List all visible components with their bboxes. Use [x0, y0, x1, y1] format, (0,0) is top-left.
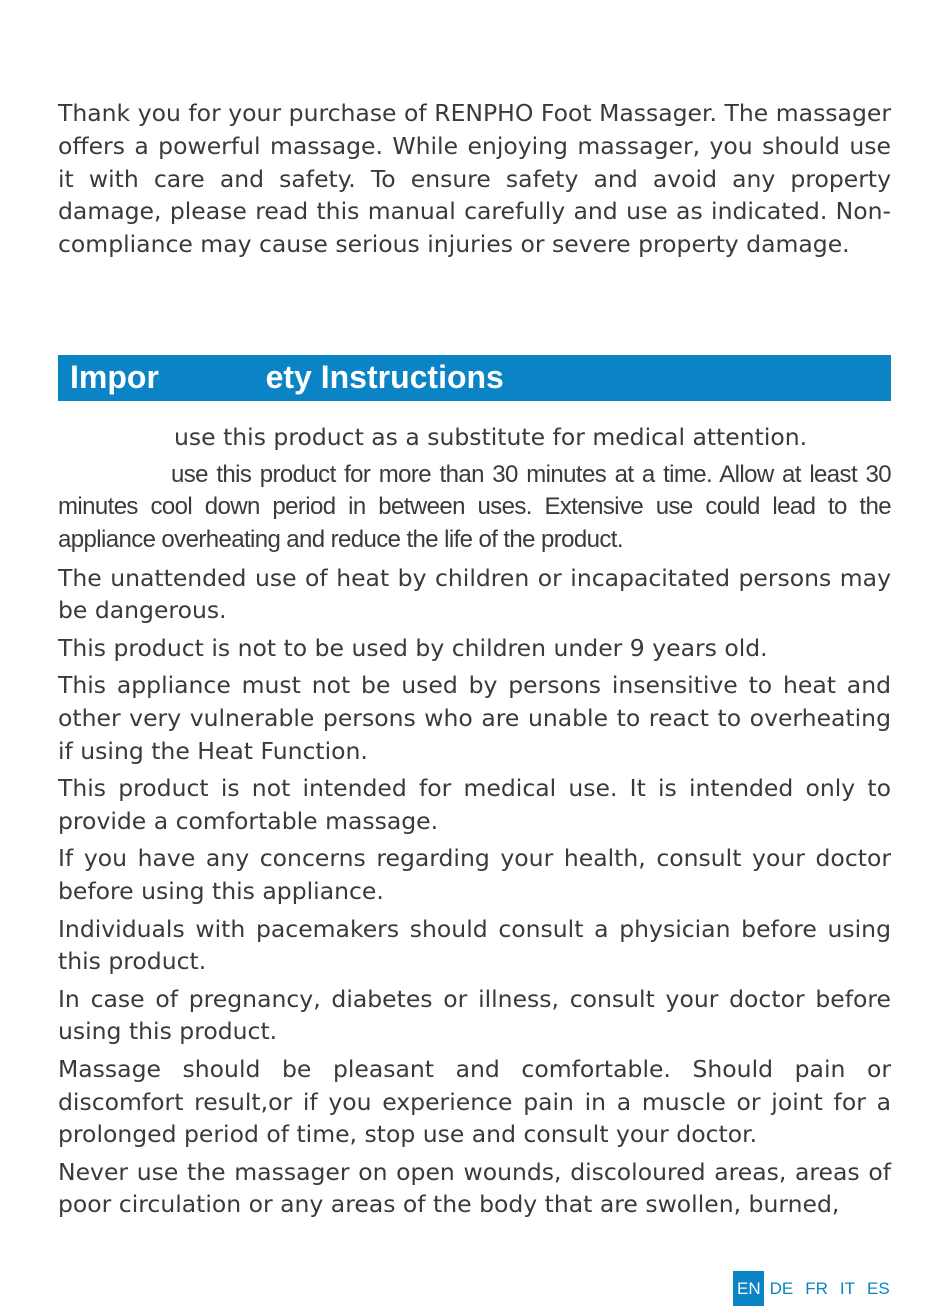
instruction-list	[58, 421, 891, 1226]
language-tab-en[interactable]: EN	[733, 1271, 764, 1306]
instruction-item: In case of pregnancy, diabetes or illness, consult your doctor before using this product.	[58, 984, 891, 1046]
section-banner	[58, 355, 891, 401]
instruction-item: If you have any concerns regarding your health, consult your doctor before using this appliance.	[58, 844, 891, 906]
instruction-item: use this product for more than 30 minutes at a time. Allow at least 30 minutes cool down period in between uses. Extensive use could lead to the appliance overheating and reduce the life of the product.	[58, 460, 891, 553]
instruction-item: use this product as a substitute for medical attention.	[174, 423, 808, 451]
instruction-item: The unattended use of heat by children or incapacitated persons may be dangerous.	[58, 563, 891, 625]
instruction-item: This product is not to be used by children under 9 years old.	[58, 633, 768, 662]
language-tab-fr[interactable]: FR	[805, 1279, 828, 1298]
language-tab-es[interactable]: ES	[867, 1279, 890, 1298]
instruction-item: Massage should be pleasant and comfortable. Should pain or discomfort result,or if you experience pain in a muscle or joint for a prolonged period of time, stop use and consult your doctor.	[58, 1055, 891, 1149]
language-selector	[733, 1271, 896, 1306]
language-tab-de[interactable]: DE	[769, 1279, 794, 1298]
instruction-item: Never use the massager on open wounds, discoloured areas, areas of poor circulation or any areas of the body that are swollen, burned,	[58, 1157, 891, 1219]
language-tab-it[interactable]: IT	[839, 1279, 856, 1298]
instruction-item: This product is not intended for medical use. It is intended only to provide a comfortable massage.	[58, 774, 891, 835]
intro-paragraph: Thank you for your purchase of RENPHO Foot Massager. The massager offers a powerful massage. While enjoying massager, you should use it with care and safety. To ensure safety and avoid any property damage, please read this manual carefully and use as indicated. Non-compliance may cause serious injuries or severe property damage.	[58, 99, 891, 259]
section-title: Impor ety Instructions	[70, 359, 504, 395]
instruction-item: Individuals with pacemakers should consult a physician before using this product.	[58, 914, 891, 976]
instruction-item: This appliance must not be used by persons insensitive to heat and other very vulnerable persons who are unable to react to overheating if using the Heat Function.	[58, 671, 891, 765]
